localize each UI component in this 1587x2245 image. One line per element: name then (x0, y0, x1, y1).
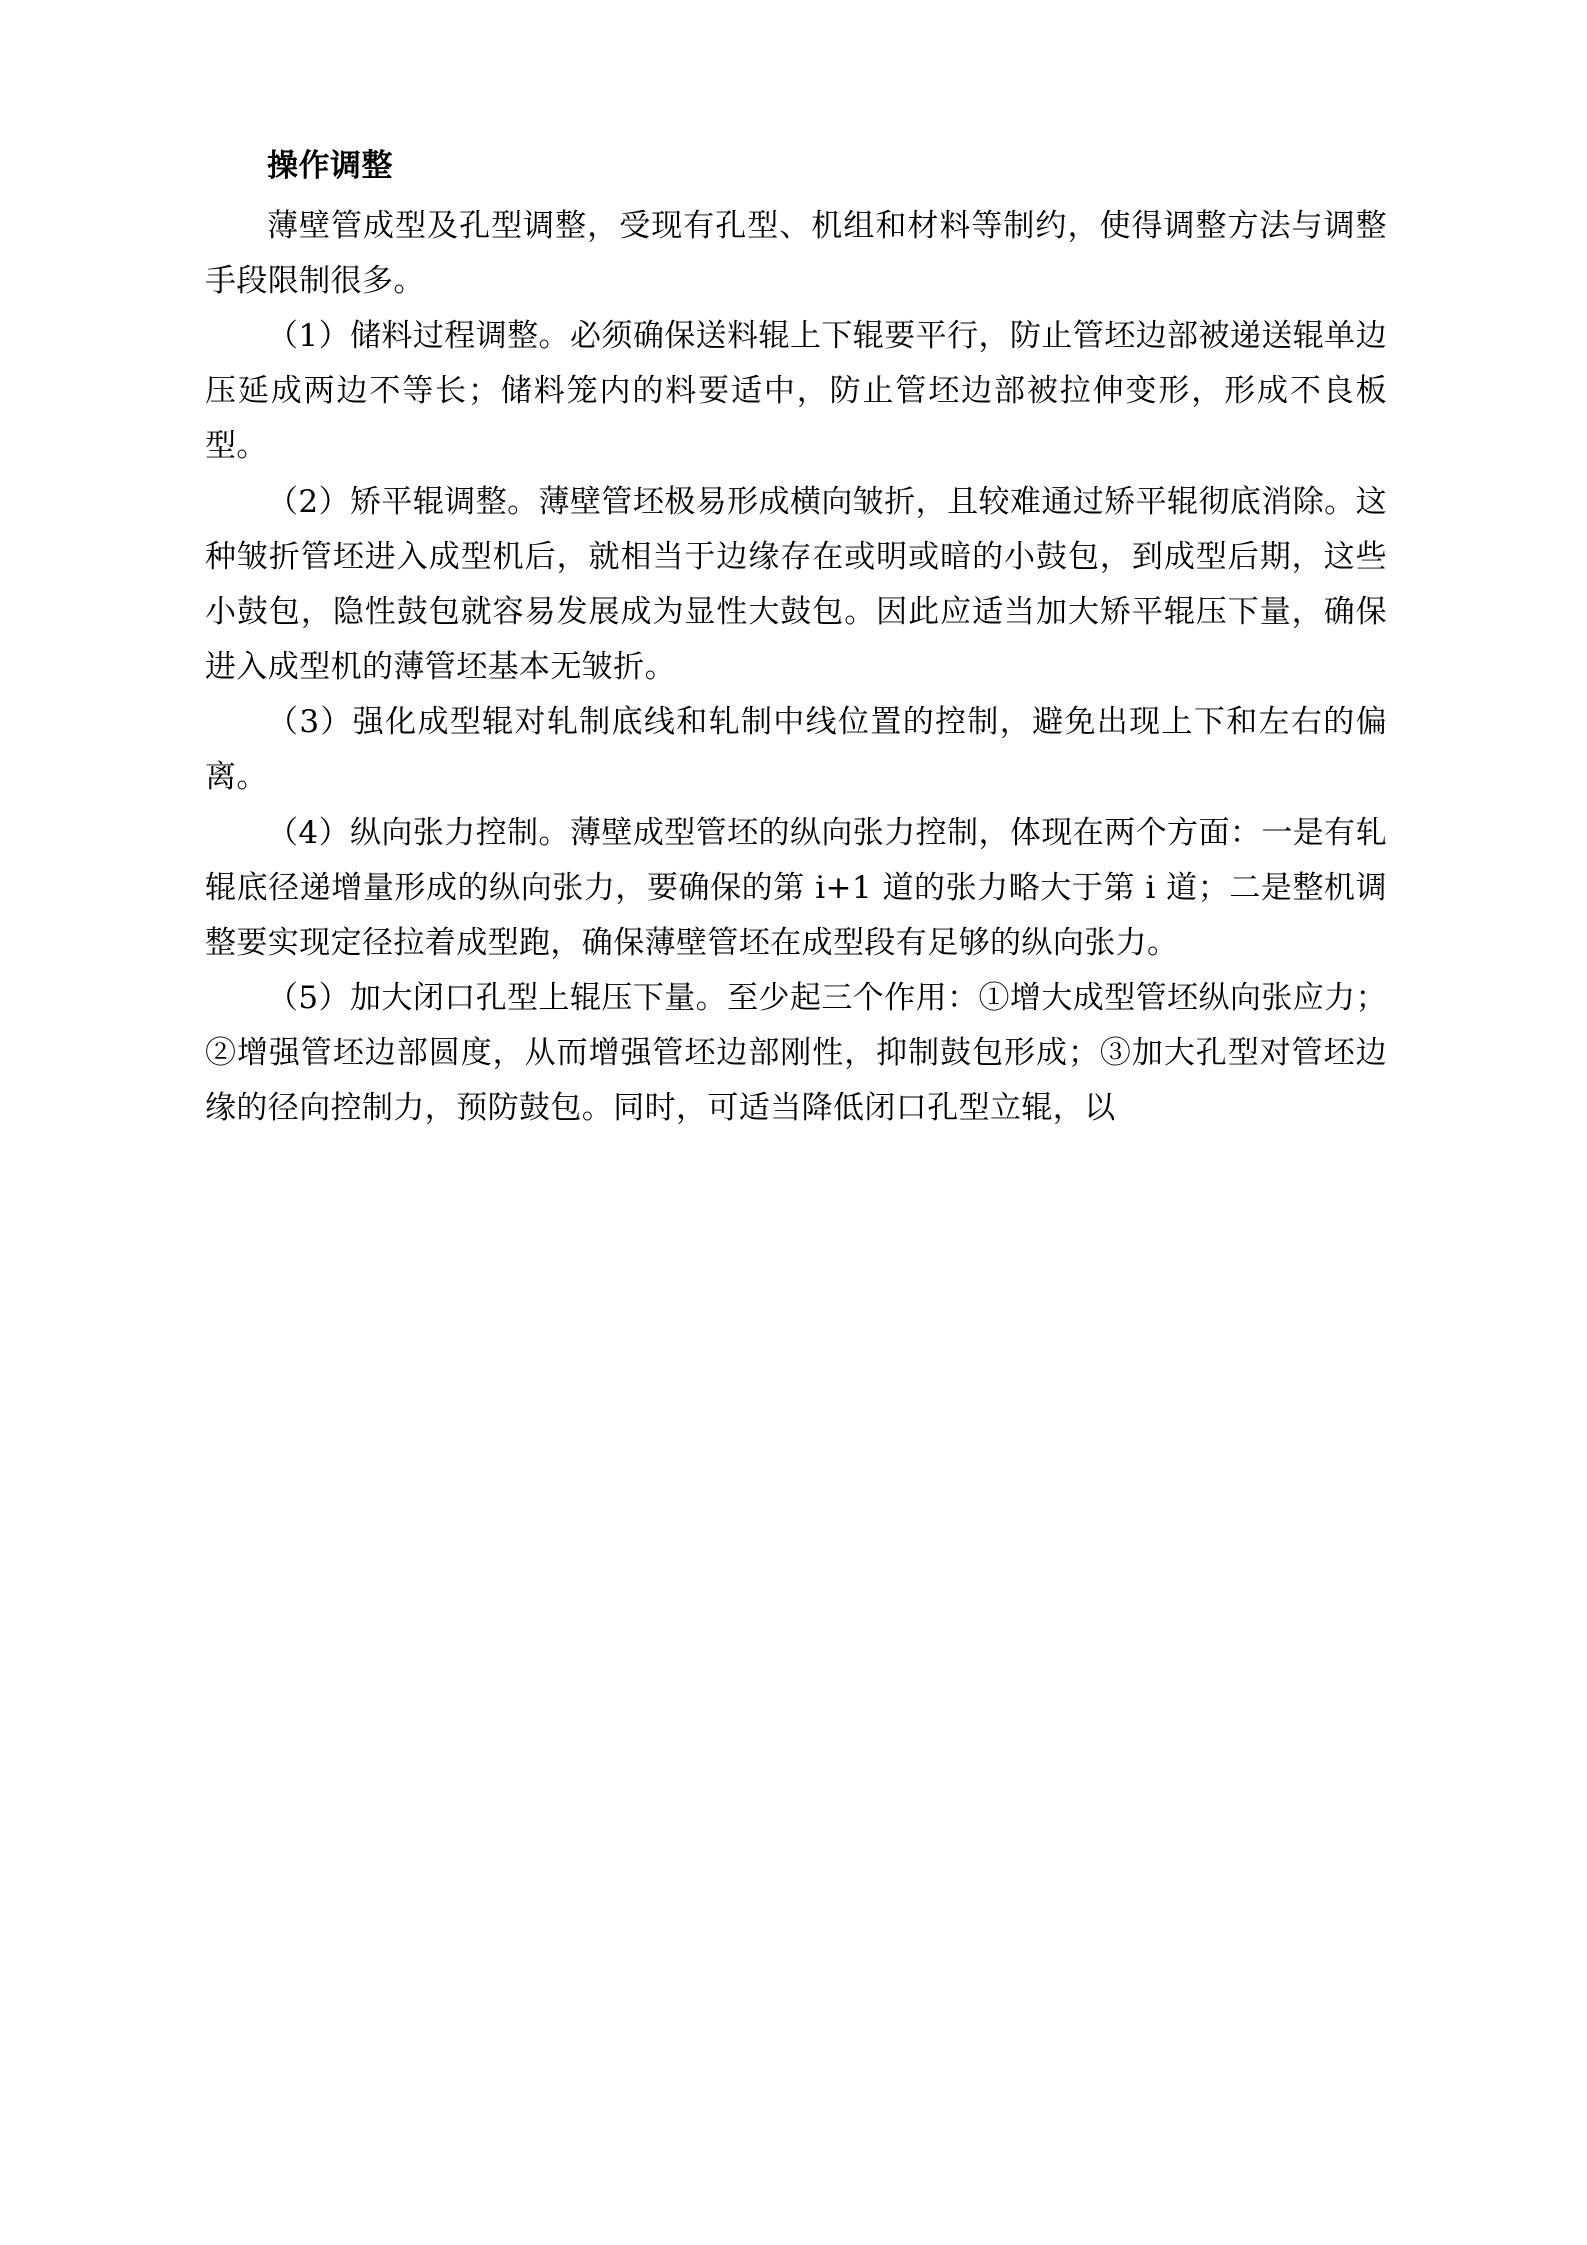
paragraph-item-1: （1）储料过程调整。必须确保送料辊上下辊要平行，防止管坯边部被递送辊单边压延成两边不等长；储料笼内的料要适中，防止管坯边部被拉伸变形，形成不良板型。 (205, 318, 1387, 465)
paragraph-intro: 薄壁管成型及孔型调整，受现有孔型、机组和材料等制约，使得调整方法与调整手段限制很多。 (205, 207, 1387, 299)
paragraph-item-3: （3）强化成型辊对轧制底线和轧制中线位置的控制，避免出现上下和左右的偏离。 (205, 704, 1387, 796)
section-heading: 操作调整 (267, 148, 393, 184)
paragraph-item-2: （2）矫平辊调整。薄壁管坯极易形成横向皱折，且较难通过矫平辊彻底消除。这种皱折管坯进入成型机后，就相当于边缘存在或明或暗的小鼓包，到成型后期，这些小鼓包，隐性鼓包就容易发展成为显性大鼓包。因此应适当加大矫平辊压下量，确保进入成型机的薄管坯基本无皱折。 (205, 483, 1387, 686)
paragraph-item-5: （5）加大闭口孔型上辊压下量。至少起三个作用：①增大成型管坯纵向张应力；②增强管坯边部圆度，从而增强管坯边部刚性，抑制鼓包形成；③加大孔型对管坯边缘的径向控制力，预防鼓包。同时，可适当降低闭口孔型立辊，以 (205, 980, 1387, 1127)
document-body (205, 140, 1387, 1137)
paragraph-item-4: （4）纵向张力控制。薄壁成型管坯的纵向张力控制，体现在两个方面：一是有轧辊底径递增量形成的纵向张力，要确保的第 i+1 道的张力略大于第 i 道；二是整机调整要实现定径拉着成型跑，确保薄壁管坯在成型段有足够的纵向张力。 (205, 814, 1387, 961)
